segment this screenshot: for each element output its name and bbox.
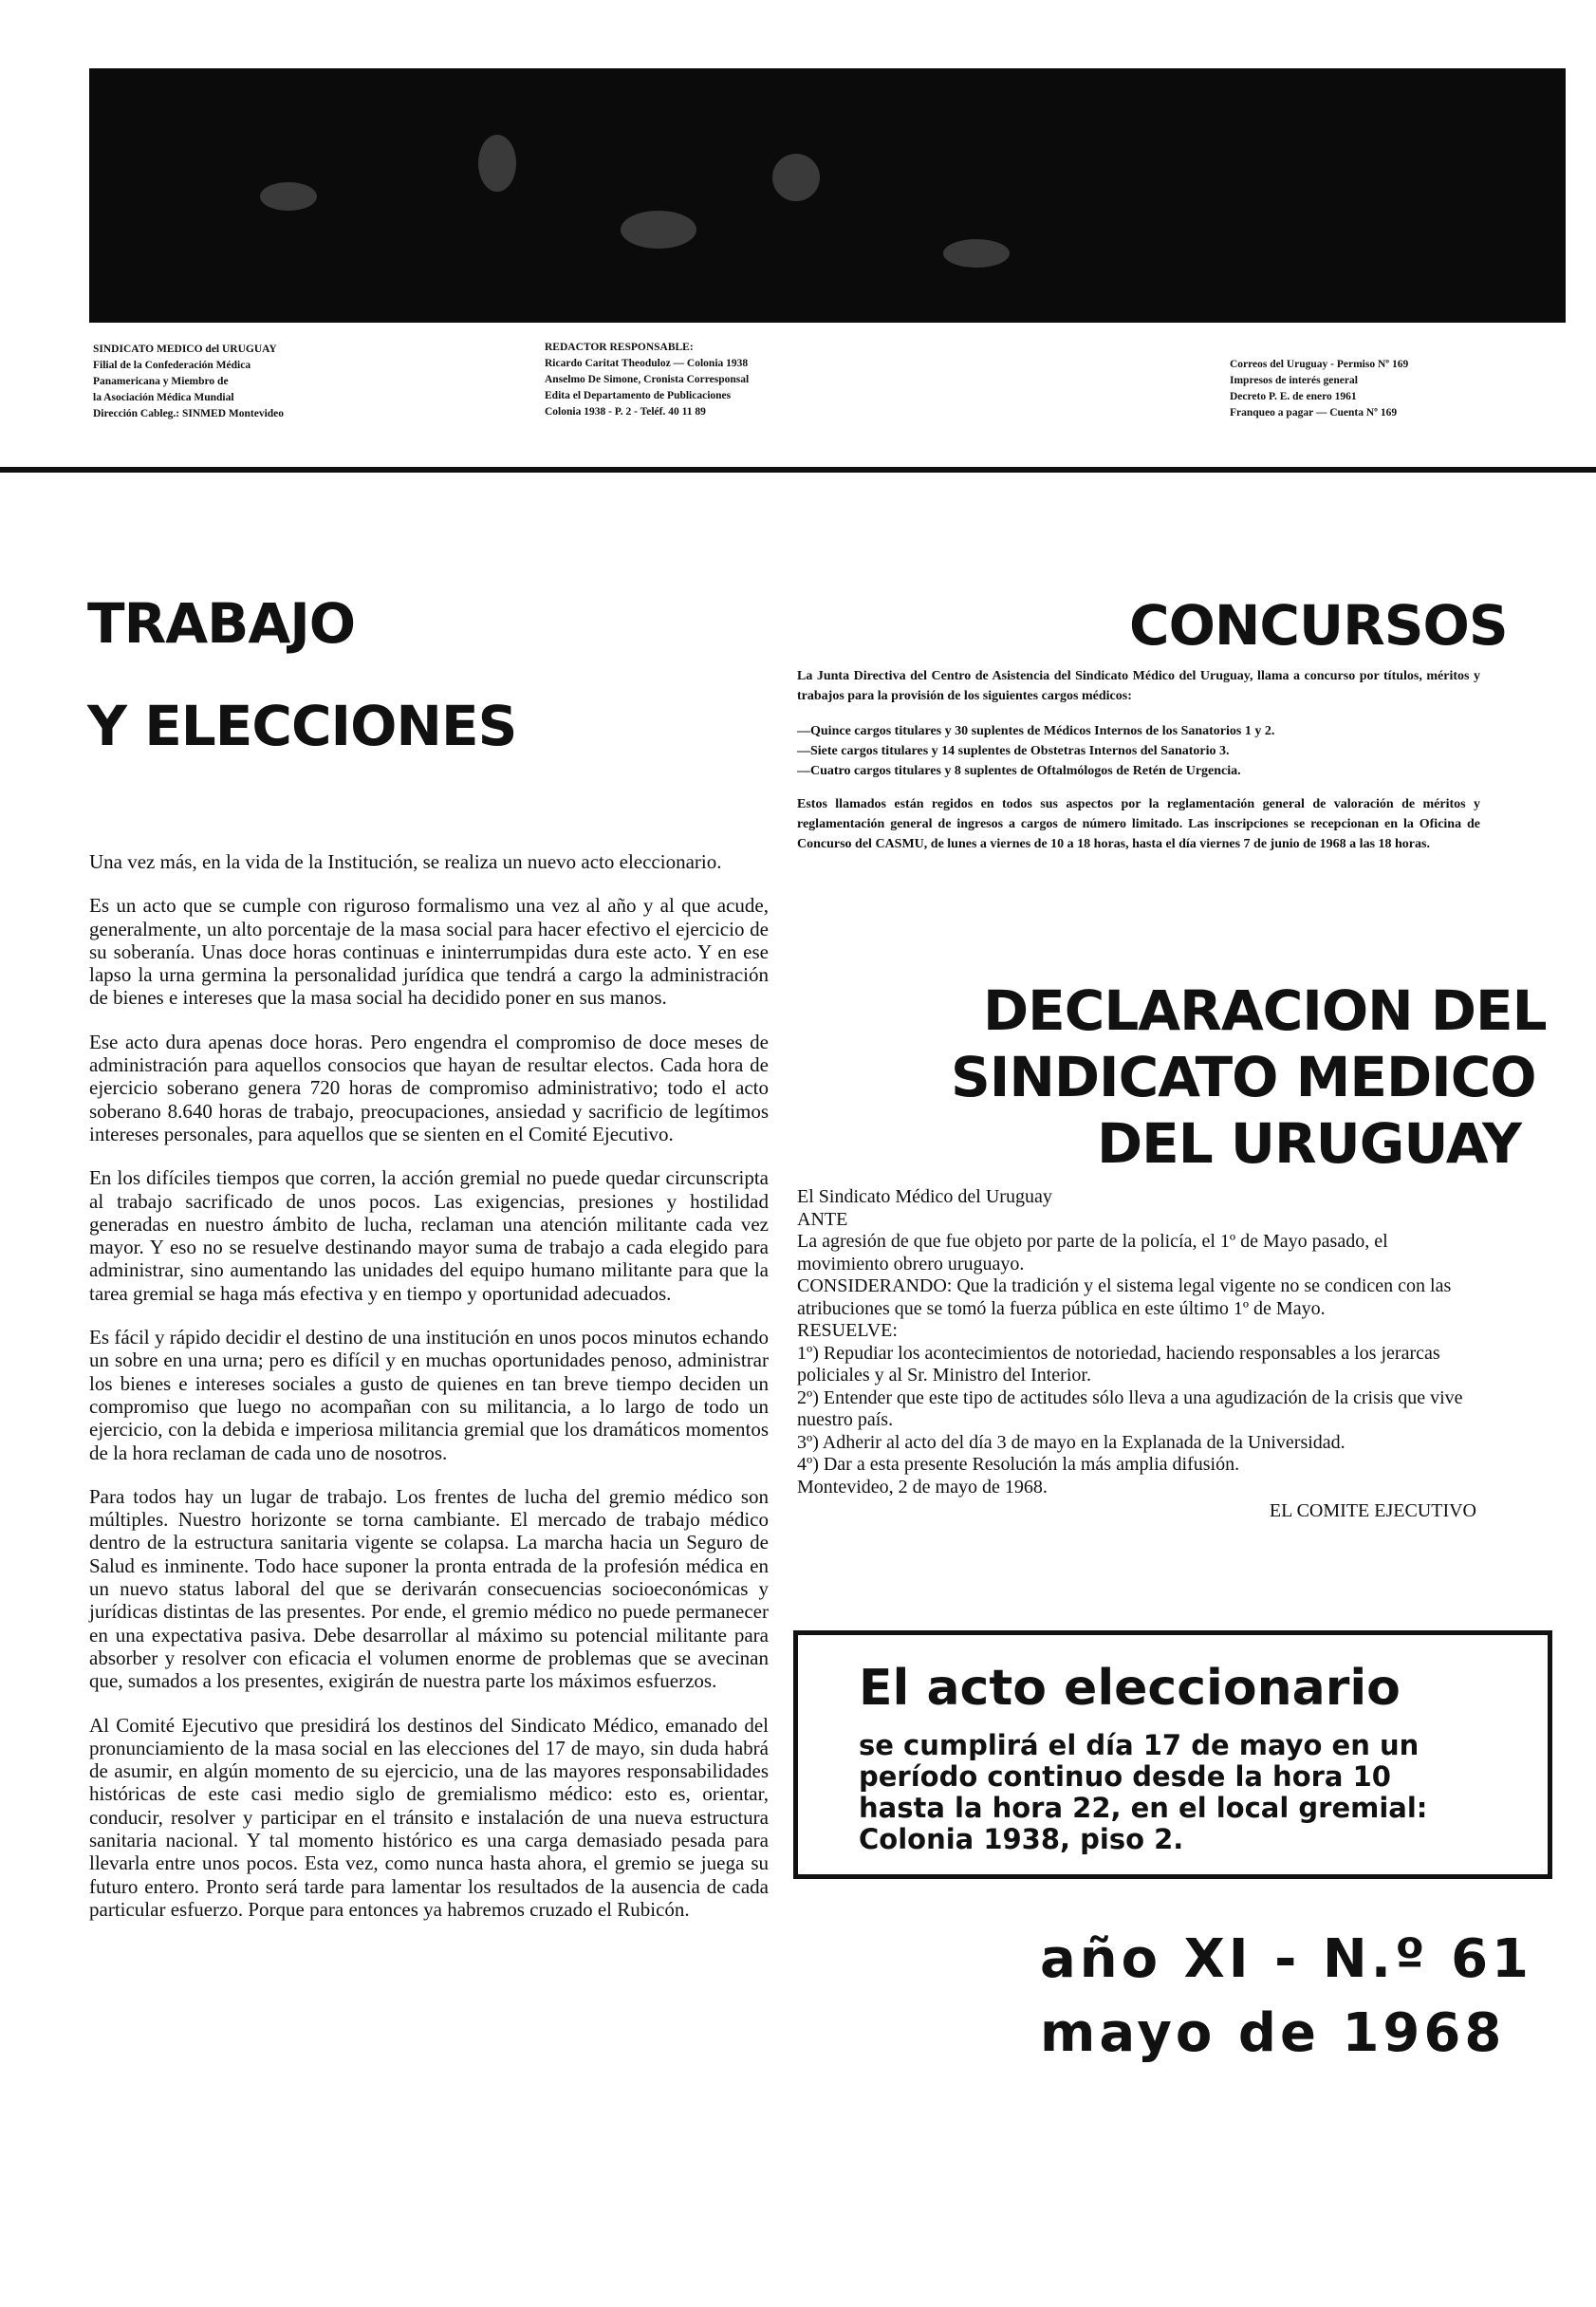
article-paragraph: Es fácil y rápido decidir el destino de una institución en unos pocos minutos echando un sobre en una urna; pero es difícil y en muchas oportunidades penoso, administrar los bienes e intereses sociales a gusto de quienes en tan breve tiempo deciden un compromiso que luego no acompañan con su militancia, a lo largo de todo un ejercicio, con la debida e imperiosa militancia gremial que los dramáticos momentos de la hora reclaman de cada uno de nosotros.: [89, 1326, 769, 1464]
declaracion-line: 3º) Adherir al acto del día 3 de mayo en la Explanada de la Universidad.: [797, 1431, 1345, 1453]
declaracion-line: El Sindicato Médico del Uruguay: [797, 1186, 1052, 1207]
trabajo-title-1: TRABAJO: [87, 591, 356, 656]
concursos-item: —Cuatro cargos titulares y 8 suplentes de Oftalmólogos de Retén de Urgencia.: [797, 764, 1241, 778]
article-paragraph: Es un acto que se cumple con riguroso formalismo una vez al año y al que acude, generalmente, un alto porcentaje de la masa social para hacer efectivo el ejercicio de su soberanía. Unas doce horas continuas e ininterrumpidas dura este acto. Y en ese lapso la urna germina la personalidad jurídica que tendrá a cargo la administración de bienes e intereses que la masa social ha decidido poner en sus manos.: [89, 894, 769, 1010]
declaracion-line: 4º) Dar a esta presente Resolución la más amplia difusión.: [797, 1454, 1240, 1475]
issue-number: año XI - N.º 61: [1040, 1928, 1533, 1990]
declaracion-line: 1º) Repudiar los acontecimientos de notoriedad, haciendo responsables a los jerarcas policiales y al Sr. Ministro del Interior.: [797, 1342, 1440, 1386]
masthead-banner: [89, 68, 1566, 323]
declaracion-line: CONSIDERANDO: Que la tradición y el sistema legal vigente no se condicen con las atribuciones que se tomó la fuerza pública en este último 1º de Mayo.: [797, 1275, 1452, 1319]
election-notice-title: El acto eleccionario: [859, 1660, 1401, 1717]
declaracion-line: Montevideo, 2 de mayo de 1968.: [797, 1476, 1048, 1498]
election-notice-text: se cumplirá el día 17 de mayo en un período continuo desde la hora 10 hasta la hora 22, en el local gremial: Colonia 1938, piso 2.: [859, 1729, 1428, 1855]
masthead-redactor: REDACTOR RESPONSABLE: Ricardo Caritat Theoduloz — Colonia 1938 Anselmo De Simone, Cronista Corresponsal Edita el Departamento de Publicaciones Colonia 1938 - P. 2 - Teléf. 40 11 89: [545, 342, 750, 418]
concursos-item: —Siete cargos titulares y 14 suplentes de Obstetras Internos del Sanatorio 3.: [797, 744, 1230, 758]
declaracion-title-3: DEL URUGUAY: [1097, 1111, 1522, 1176]
article-paragraph: Ese acto dura apenas doce horas. Pero engendra el compromiso de doce meses de administración para aquellos consocios que hayan de resultar electos. Cada hora de ejercicio soberano genera 720 horas de compromiso administrativo; todo el acto soberano 8.640 horas de trabajo, preocupaciones, ansiedad y sacrificio de legítimos intereses personales, para aquellos que se sienten en el Comité Ejecutivo.: [89, 1030, 769, 1145]
concursos-closing: Estos llamados están regidos en todos sus aspectos por la reglamentación general de valoración de méritos y reglamentación general de ingresos a cargos de número limitado. Las inscripciones se recepcionan en la Oficina de Concurso del CASMU, de lunes a viernes de 10 a 18 horas, hasta el día viernes 7 de junio de 1968 a las 18 horas.: [797, 797, 1480, 851]
concursos-intro: La Junta Directiva del Centro de Asistencia del Sindicato Médico del Uruguay, llama a concurso por títulos, méritos y trabajos para la provisión de los siguientes cargos médicos:: [797, 669, 1480, 703]
article-paragraph: Al Comité Ejecutivo que presidirá los destinos del Sindicato Médico, emanado del pronunciamiento de la masa social en las elecciones del 17 de mayo, sin duda habrá de asumir, en algún momento de su ejercicio, una de las mayores responsabilidades históricas de este casi medio siglo de gremialismo médico: esto es, orientar, conducir, resolver y participar en el tránsito e instalación de una nueva estructura sanitaria nacional. Y tal momento histórico es una carga demasiado pesada para llevarla entre unos pocos. Esta vez, como nunca hasta ahora, el gremio se juega su futuro entero. Pronto será tarde para lamentar los resultados de la ausencia de cada particular esfuerzo. Porque para entonces ya habremos cruzado el Rubicón.: [89, 1713, 769, 1921]
declaracion-line: ANTE: [797, 1208, 848, 1230]
masthead-correos: Correos del Uruguay - Permiso Nº 169 Impresos de interés general Decreto P. E. de enero 1961 Franqueo a pagar — Cuenta Nº 169: [1230, 359, 1409, 419]
declaracion-line: 2º) Entender que este tipo de actitudes sólo lleva a una agudización de la crisis que vive nuestro país.: [797, 1386, 1463, 1430]
article-paragraph: En los difíciles tiempos que corren, la acción gremial no puede quedar circunscripta al trabajo sacrificado de unos pocos. Las exigencias, presiones y hostilidad generadas en nuestro ámbito de lucha, reclaman una atención militante cada vez mayor. Y eso no se resuelve destinando mayor suma de trabajo a cada elegido para administrar, sino aumentando las unidades del equipo humano militante para que la tarea gremial se haga más efectiva y en tiempo y oportunidad adecuados.: [89, 1166, 769, 1305]
declaracion-line: La agresión de que fue objeto por parte de la policía, el 1º de Mayo pasado, el movimiento obrero uruguayo.: [797, 1231, 1388, 1274]
declaracion-title-1: DECLARACION DEL: [983, 978, 1547, 1043]
declaracion-body: [797, 1186, 1476, 1523]
concursos-notice: [797, 666, 1480, 854]
declaracion-title-2: SINDICATO MEDICO: [951, 1045, 1536, 1109]
election-notice-box: [793, 1630, 1552, 1879]
concursos-title: CONCURSOS: [1129, 593, 1508, 658]
article-paragraph: Una vez más, en la vida de la Institución, se realiza un nuevo acto eleccionario.: [89, 850, 722, 873]
declaracion-signature: EL COMITE EJECUTIVO: [1269, 1500, 1476, 1521]
concursos-item: —Quince cargos titulares y 30 suplentes de Médicos Internos de los Sanatorios 1 y 2.: [797, 724, 1275, 738]
issue-date: mayo de 1968: [1040, 2002, 1506, 2064]
trabajo-title-2: Y ELECCIONES: [87, 694, 517, 758]
header-rule: [0, 467, 1596, 473]
article-paragraph: Para todos hay un lugar de trabajo. Los frentes de lucha del gremio médico son múltiples. Nuestro horizonte se torna cambiante. El mercado de trabajo médico dentro de la estructura sanitaria vigente se colapsa. La marcha hacia un Seguro de Salud es inminente. Todo hace suponer la pronta entrada de la profesión médica en un nuevo status laboral del que se derivarán consecuencias socioeconómicas y jurídicas distintas de las presentes. Por ende, el gremio médico no puede permanecer en una expectativa pasiva. Debe desarrollar al máximo su potencial militante para absorber y resolver con eficacia el volumen enorme de problemas que se avecinan que, sumados a los presentes, exigirán de nuestra parte los máximos esfuerzos.: [89, 1484, 769, 1693]
trabajo-article: [89, 850, 769, 1921]
declaracion-line: RESUELVE:: [797, 1320, 898, 1341]
masthead-org: SINDICATO MEDICO del URUGUAY Filial de la Confederación Médica Panamericana y Miembro de la Asociación Médica Mundial Dirección Cableg.: SINMED Montevideo: [93, 344, 285, 419]
